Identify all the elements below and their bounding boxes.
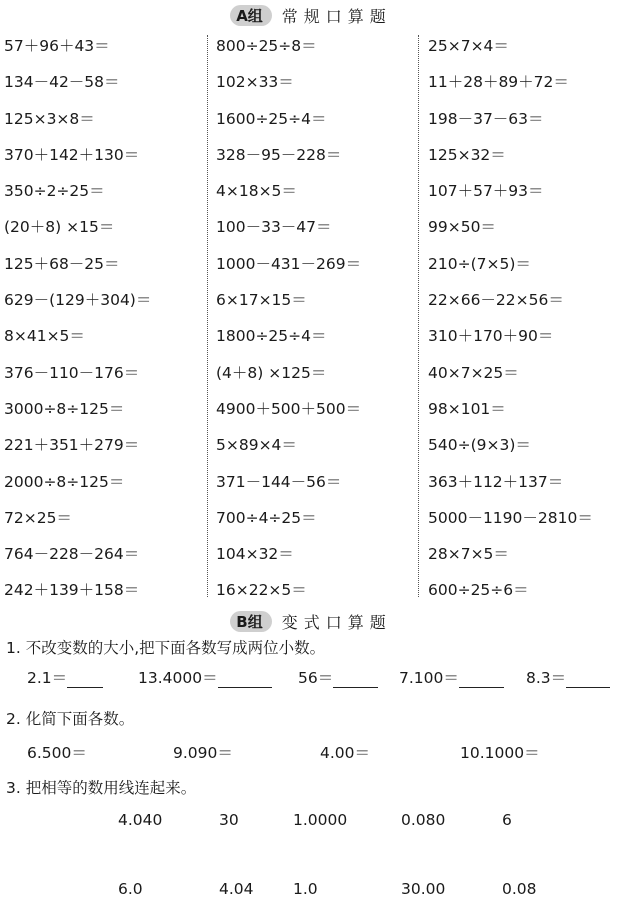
match-bottom-value[interactable]: 0.08 <box>502 880 537 898</box>
problem-column-1 <box>4 34 151 615</box>
math-problem: 102×33＝ <box>216 73 294 92</box>
section-a-badge <box>230 5 272 26</box>
math-problem: (20＋8) ×15＝ <box>4 218 115 237</box>
math-problem: 99×50＝ <box>428 218 496 237</box>
math-problem: 4900＋500＋500＝ <box>216 399 362 418</box>
math-problem: 1800÷25÷4＝ <box>216 327 327 346</box>
math-problem: 600÷25÷6＝ <box>428 581 529 600</box>
math-problem: 28×7×5＝ <box>428 545 509 564</box>
section-a-header <box>0 3 622 27</box>
math-problem: 1600÷25÷4＝ <box>216 109 327 128</box>
section-b-badge <box>230 611 271 632</box>
math-problem: 350÷2÷25＝ <box>4 182 105 201</box>
math-problem: 242＋139＋158＝ <box>4 581 140 600</box>
math-problem: 125×3×8＝ <box>4 109 95 128</box>
math-problem: 22×66－22×56＝ <box>428 291 564 310</box>
math-problem: 40×7×25＝ <box>428 363 519 382</box>
question-2-label: 2. 化简下面各数。 <box>6 710 135 728</box>
math-problem: 328－95－228＝ <box>216 145 342 164</box>
math-problem: 3000÷8÷125＝ <box>4 399 125 418</box>
match-bottom-value[interactable]: 4.04 <box>219 880 254 898</box>
q1-item <box>526 666 610 688</box>
math-problem: 4×18×5＝ <box>216 182 297 201</box>
answer-blank[interactable] <box>218 671 272 688</box>
section-a-badge-text: A组 <box>236 6 263 25</box>
math-problem: 16×22×5＝ <box>216 581 307 600</box>
match-top-value[interactable]: 0.080 <box>401 811 446 829</box>
q2-item: 6.500＝ <box>27 744 87 762</box>
math-problem: 5000－1190－2810＝ <box>428 508 593 527</box>
column-divider <box>418 35 419 597</box>
math-problem: 125＋68－25＝ <box>4 254 120 273</box>
question-3-label: 3. 把相等的数用线连起来。 <box>6 779 197 797</box>
math-problem: 800÷25÷8＝ <box>216 37 317 55</box>
math-problem: 221＋351＋279＝ <box>4 436 140 455</box>
match-bottom-value[interactable]: 1.0 <box>293 880 318 898</box>
match-top-value[interactable]: 1.0000 <box>293 811 348 829</box>
section-a-title: 常规口算题 <box>281 6 392 26</box>
math-problem: 104×32＝ <box>216 545 294 564</box>
q1-item-text: 8.3＝ <box>526 669 567 687</box>
math-problem: 376－110－176＝ <box>4 363 140 382</box>
q1-item <box>399 666 504 688</box>
math-problem: 72×25＝ <box>4 508 72 527</box>
math-problem: 5×89×4＝ <box>216 436 297 455</box>
math-problem: 700÷4÷25＝ <box>216 508 317 527</box>
math-problem: 125×32＝ <box>428 145 506 164</box>
math-problem: 198－37－63＝ <box>428 109 544 128</box>
q2-item: 9.090＝ <box>173 744 233 762</box>
problem-column-2 <box>216 34 361 615</box>
math-problem: 629－(129＋304)＝ <box>4 291 152 310</box>
math-problem: 371－144－56＝ <box>216 472 342 491</box>
answer-blank[interactable] <box>566 671 610 688</box>
math-problem: 2000÷8÷125＝ <box>4 472 125 491</box>
math-problem: 370＋142＋130＝ <box>4 145 140 164</box>
math-problem: 540÷(9×3)＝ <box>428 436 531 455</box>
math-problem: 25×7×4＝ <box>428 37 509 55</box>
answer-blank[interactable] <box>333 671 378 688</box>
q1-item-text: 13.4000＝ <box>138 669 218 687</box>
answer-blank[interactable] <box>459 671 504 688</box>
q1-item <box>138 666 272 688</box>
math-problem: 210÷(7×5)＝ <box>428 254 531 273</box>
math-problem: 11＋28＋89＋72＝ <box>428 73 569 92</box>
q1-item-text: 2.1＝ <box>27 669 68 687</box>
math-problem: 1000－431－269＝ <box>216 254 362 273</box>
math-problem: 107＋57＋93＝ <box>428 182 544 201</box>
math-problem: 98×101＝ <box>428 399 506 418</box>
match-bottom-value[interactable]: 30.00 <box>401 880 446 898</box>
math-problem: (4＋8) ×125＝ <box>216 363 327 382</box>
q1-item <box>298 666 378 688</box>
section-b-header <box>0 609 622 633</box>
q2-item: 4.00＝ <box>320 744 371 762</box>
math-problem: 6×17×15＝ <box>216 291 307 310</box>
column-divider <box>207 35 208 597</box>
answer-blank[interactable] <box>67 671 103 688</box>
match-top-value[interactable]: 6 <box>502 811 512 829</box>
section-b-title: 变式口算题 <box>281 612 392 632</box>
math-problem: 57＋96＋43＝ <box>4 37 110 55</box>
q1-item-text: 7.100＝ <box>399 669 459 687</box>
math-problem: 310＋170＋90＝ <box>428 327 554 346</box>
match-top-value[interactable]: 4.040 <box>118 811 163 829</box>
problem-column-3 <box>428 34 593 615</box>
question-1-label: 1. 不改变数的大小,把下面各数写成两位小数。 <box>6 639 326 657</box>
section-b-badge-text: B组 <box>236 612 263 631</box>
match-top-value[interactable]: 30 <box>219 811 239 829</box>
q2-item: 10.1000＝ <box>460 744 540 762</box>
math-problem: 134－42－58＝ <box>4 73 120 92</box>
math-problem: 363＋112＋137＝ <box>428 472 564 491</box>
q1-item <box>27 666 103 688</box>
math-problem: 8×41×5＝ <box>4 327 85 346</box>
match-bottom-value[interactable]: 6.0 <box>118 880 143 898</box>
math-problem: 764－228－264＝ <box>4 545 140 564</box>
math-problem: 100－33－47＝ <box>216 218 332 237</box>
q1-item-text: 56＝ <box>298 669 334 687</box>
